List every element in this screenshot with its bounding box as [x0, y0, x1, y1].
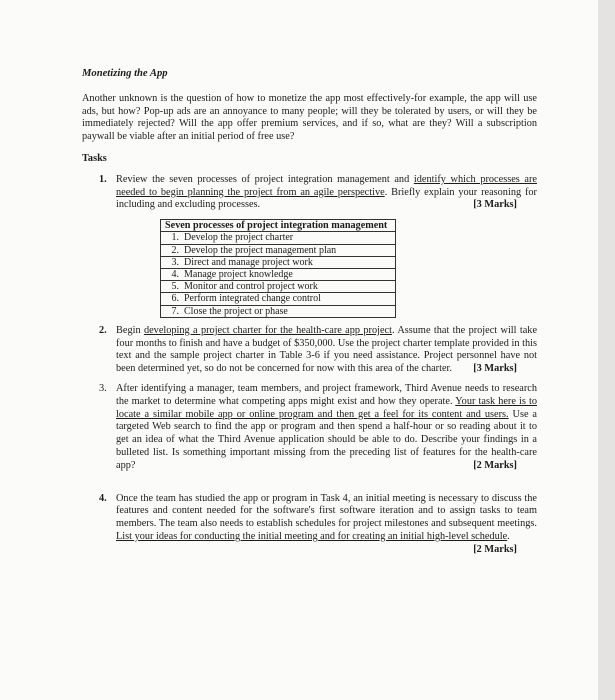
- task-text: After identifying a manager, team members, and project framework, Third Avenue needs to research the market to determine what competing apps might exist and how they operate.: [116, 382, 537, 407]
- task-number: 1.: [99, 173, 107, 185]
- table-header: Seven processes of project integration management: [161, 220, 396, 232]
- task-1: [82, 174, 537, 318]
- row-number: 3.: [171, 256, 179, 268]
- task-number: 4.: [99, 492, 107, 504]
- table-header-row: [161, 220, 396, 232]
- task-marks: [3 Marks]: [473, 363, 517, 375]
- task-text: . Assume that the project will take four months to finish and have a budget of $350,000. Use the project charter template provided in this text and the sample project charter in Table 3-6 if you need assistance. Project personnel have not been determined yet, so do not be concerned for now with this area of the charter.: [116, 324, 538, 375]
- row-text: Manage project knowledge: [184, 268, 293, 280]
- row-text: Develop the project charter: [184, 232, 294, 244]
- task-number: 3.: [99, 382, 107, 394]
- task-number: 2.: [99, 324, 107, 336]
- row-text: Close the project or phase: [184, 305, 288, 317]
- task-text: Use a targeted Web search to find the app or program and then spend a half-hour or so reading about it to get an idea of what the Third Avenue application should be able to do. Describe your findings in a bulleted list. Is something important missing from the preceding list of features for the health-care app?: [116, 408, 538, 471]
- section-heading: Monetizing the App: [82, 68, 168, 79]
- integration-processes-table: [160, 219, 396, 318]
- row-number: 5.: [171, 281, 179, 293]
- row-number: 7.: [171, 305, 179, 317]
- table-row: [161, 281, 396, 293]
- task-3: [82, 383, 537, 473]
- row-text: Monitor and control project work: [184, 281, 318, 293]
- page-edge: [598, 0, 615, 700]
- table-row: [161, 305, 396, 317]
- task-underlined-text: identify which processes are needed to begin planning the project from an agile perspective: [116, 173, 537, 198]
- task-text: Review the seven processes of project integration management and: [116, 173, 414, 185]
- row-number: 1.: [171, 232, 179, 244]
- row-number: 2.: [171, 244, 179, 256]
- task-underlined-text: developing a project charter for the health-care app project: [143, 324, 392, 336]
- row-text: Perform integrated change control: [184, 293, 321, 305]
- task-text: Once the team has studied the app or program in Task 4, an initial meeting is necessary to discuss the features and content needed for the software's first software iteration and to assign tasks to team members. The team also needs to establish schedules for project milestones and subsequent meetings.: [116, 492, 537, 530]
- row-number: 6.: [171, 293, 179, 305]
- intro-paragraph: Another unknown is the question of how to monetize the app most effectively-for example, the app will use ads, but how? Pop-up ads are an annoyance to many people; will they be tolerated by users, or will they be immediately rejected? Will the app offer premium services, and if so, what are they? Will a subscription paywall be viable after an initial period of free use?: [82, 92, 537, 143]
- tasks-heading: Tasks: [82, 152, 107, 164]
- row-text: Develop the project management plan: [184, 244, 337, 256]
- task-2: [82, 325, 537, 376]
- task-text: Begin: [116, 324, 144, 336]
- row-text: Direct and manage project work: [184, 256, 313, 268]
- table-row: [161, 244, 396, 256]
- document-content: [82, 68, 537, 564]
- task-underlined-text: List your ideas for conducting the initial meeting and for creating an initial high-level schedule: [116, 530, 508, 542]
- table-row: [161, 268, 396, 280]
- table-row: [161, 232, 396, 244]
- task-4: [82, 493, 537, 557]
- task-text: .: [507, 530, 510, 542]
- task-marks: [2 Marks]: [473, 459, 517, 471]
- task-marks: [3 Marks]: [473, 199, 517, 211]
- table-row: [161, 256, 396, 268]
- task-underlined-text: Your task here is to locate a similar mobile app or online program and then get a feel for its content and users.: [116, 395, 537, 420]
- task-text: . Briefly explain your reasoning for including and excluding processes.: [116, 186, 537, 211]
- task-marks: [2 Marks]: [473, 543, 517, 555]
- table-row: [161, 293, 396, 305]
- row-number: 4.: [171, 268, 179, 280]
